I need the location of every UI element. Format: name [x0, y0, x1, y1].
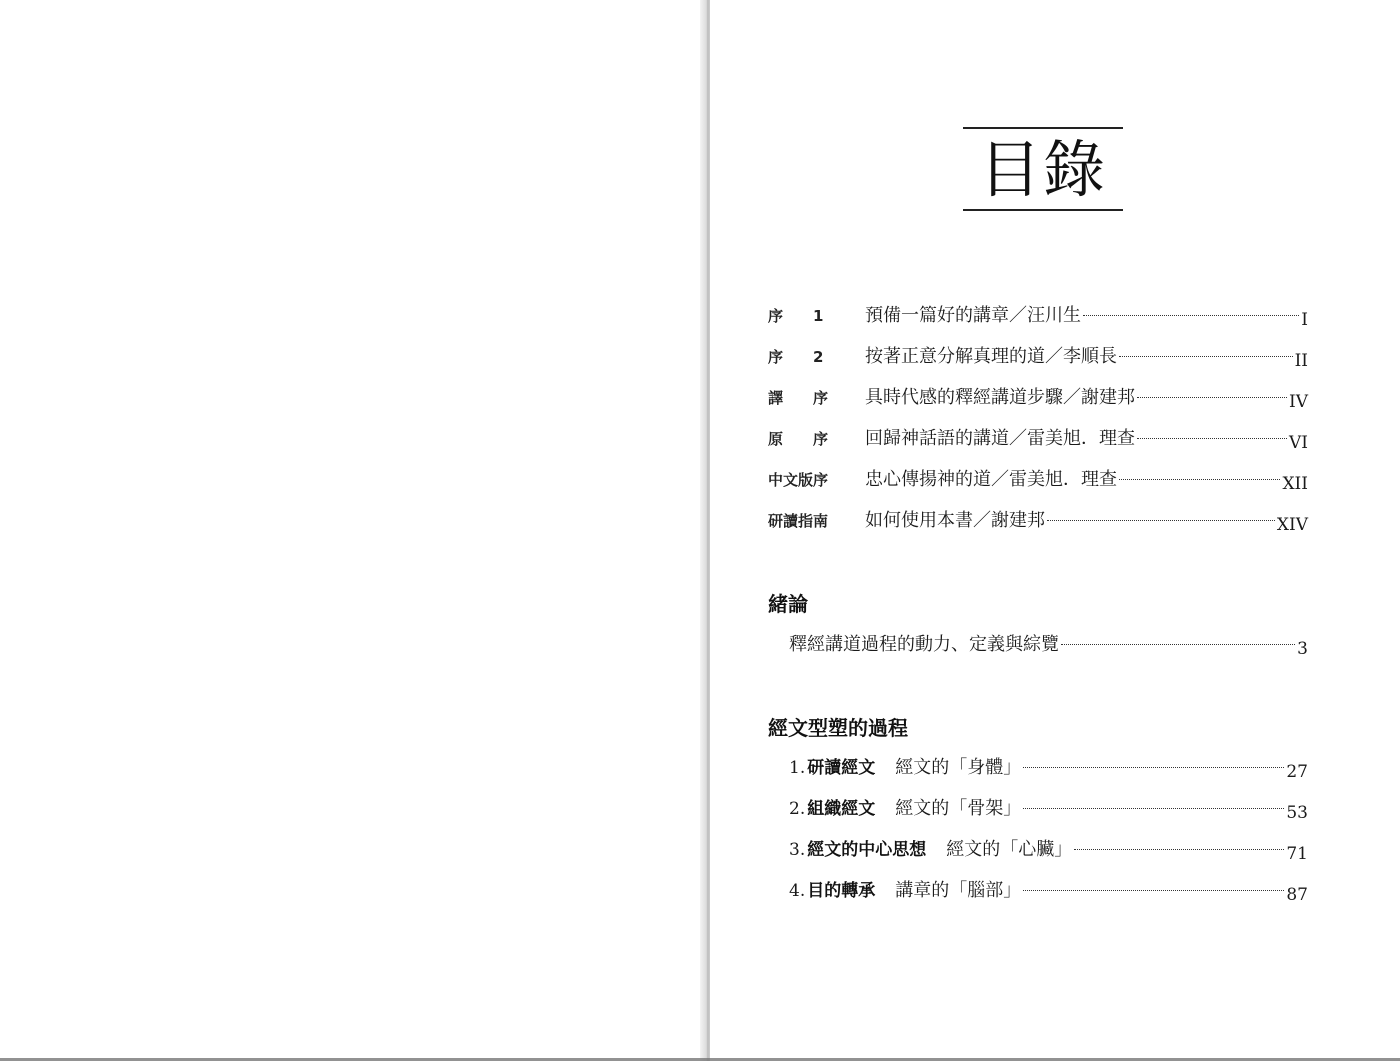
chapter-number: 3.: [789, 840, 806, 860]
toc-page-number: 53: [1286, 803, 1308, 823]
toc-page-number: XII: [1282, 474, 1308, 494]
toc-page-number: II: [1294, 351, 1308, 371]
toc-page-number: VI: [1289, 433, 1308, 453]
title-top-rule: [963, 127, 1123, 129]
toc-page-number: XIV: [1276, 515, 1308, 535]
page-title: 目錄: [978, 133, 1107, 206]
toc-entry-preface-1: [768, 301, 1308, 329]
toc-entry-label: 序 2: [768, 348, 824, 366]
toc-entry-translator-preface: [768, 383, 1308, 411]
chapter-number: 4.: [789, 881, 806, 901]
dot-leader: [1074, 849, 1284, 850]
chapter-title: 組織經文: [807, 799, 876, 819]
toc-entry-chapter-1: [789, 753, 1308, 781]
toc-entry-chapter-3: [789, 835, 1308, 863]
toc-entry-label: 中文版序: [768, 471, 829, 489]
chapter-subtitle: 經文的「骨架」: [895, 798, 1022, 819]
toc-entry-chapter-2: [789, 794, 1308, 822]
toc-entry-label: 原 序: [768, 430, 829, 448]
toc-entry-introduction: [789, 630, 1308, 658]
toc-page-number: 27: [1286, 762, 1308, 782]
toc-page-number: I: [1301, 310, 1308, 330]
toc-page-number: 71: [1286, 844, 1308, 864]
toc-entry-title: 忠心傳揚神的道／雷美旭．理查: [865, 469, 1117, 490]
chapter-number: 2.: [789, 799, 806, 819]
toc-entry-title: 釋經講道過程的動力、定義與綜覽: [789, 634, 1059, 655]
toc-entry-label: 序 1: [768, 307, 824, 325]
section-heading-introduction: 緒論: [768, 592, 808, 616]
chapter-title: 經文的中心思想: [807, 840, 927, 860]
toc-entry-original-preface: [768, 424, 1308, 452]
section-heading-part-one: 經文型塑的過程: [768, 716, 908, 740]
dot-leader: [1023, 808, 1284, 809]
toc-page-number: 3: [1297, 639, 1308, 659]
dot-leader: [1119, 356, 1293, 357]
toc-entry-label: 譯 序: [768, 389, 829, 407]
toc-entry-title: 按著正意分解真理的道／李順長: [865, 346, 1117, 367]
dot-leader: [1061, 644, 1295, 645]
dot-leader: [1137, 438, 1287, 439]
toc-entry-study-guide: [768, 506, 1308, 534]
chapter-subtitle: 講章的「腦部」: [895, 880, 1022, 901]
toc-entry-chinese-edition-preface: [768, 465, 1308, 493]
dot-leader: [1083, 315, 1299, 316]
dot-leader: [1137, 397, 1287, 398]
dot-leader: [1023, 890, 1284, 891]
toc-entry-preface-2: [768, 342, 1308, 370]
toc-page-number: IV: [1289, 392, 1308, 412]
chapter-title: 目的轉承: [807, 881, 876, 901]
chapter-number: 1.: [789, 758, 806, 778]
dot-leader: [1023, 767, 1284, 768]
dot-leader: [1119, 479, 1280, 480]
toc-page-number: 87: [1286, 885, 1308, 905]
toc-entry-title: 具時代感的釋經講道步驟／謝建邦: [865, 387, 1135, 408]
chapter-subtitle: 經文的「心臟」: [946, 839, 1073, 860]
chapter-subtitle: 經文的「身體」: [895, 757, 1022, 778]
toc-entry-chapter-4: [789, 876, 1308, 904]
dot-leader: [1047, 520, 1275, 521]
toc-entry-title: 如何使用本書／謝建邦: [865, 510, 1045, 531]
toc-entry-label: 研讀指南: [768, 512, 829, 530]
chapter-title: 研讀經文: [807, 758, 876, 778]
title-bottom-rule: [963, 209, 1123, 211]
toc-entry-title: 回歸神話語的講道／雷美旭．理查: [865, 428, 1135, 449]
toc-entry-title: 預備一篇好的講章／汪川生: [865, 305, 1081, 326]
